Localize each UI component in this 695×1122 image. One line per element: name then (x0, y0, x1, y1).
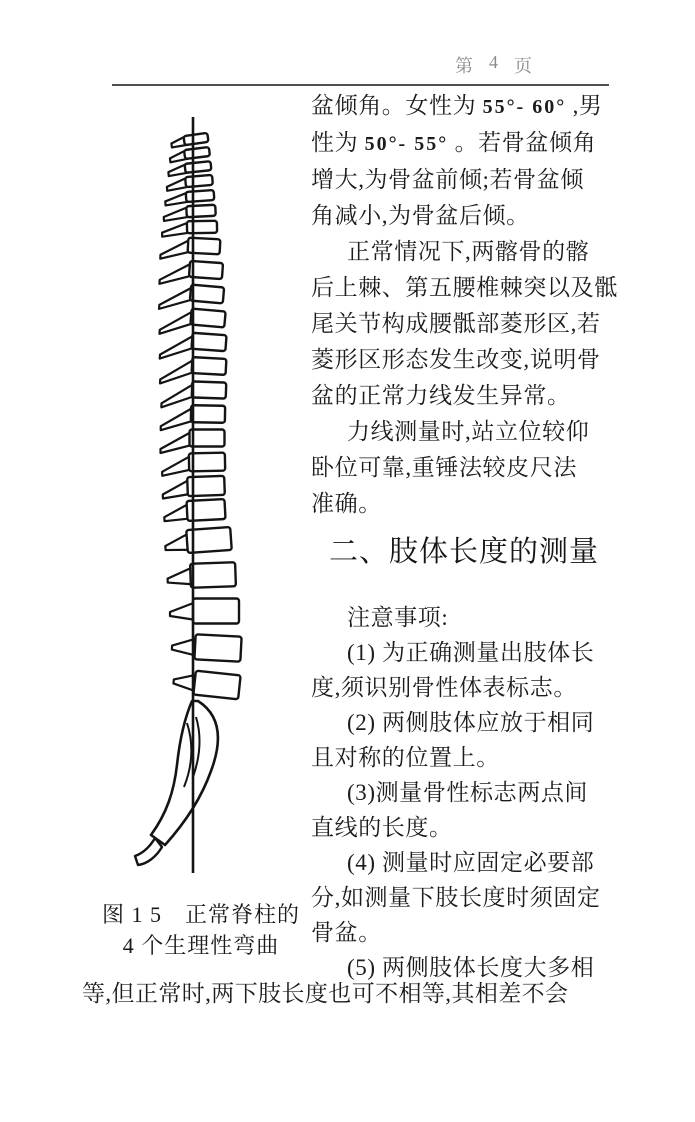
text-line: 菱形区形态发生改变,说明骨 (311, 347, 601, 372)
text-run: 盆倾角。女性为 (311, 93, 483, 118)
text-line: 直线的长度。 (311, 815, 453, 840)
text-line: 度,须识别骨性体表标志。 (311, 675, 577, 700)
text-line: (5) 两侧肢体长度大多相 (347, 955, 595, 980)
text-line: 盆的正常力线发生异常。 (311, 383, 571, 408)
text-line: 增大,为骨盆前倾;若骨盆倾 (311, 167, 584, 192)
text-line: 骨盆。 (311, 920, 382, 945)
text-line: (1) 为正确测量出肢体长 (347, 640, 595, 665)
text-line: 尾关节构成腰骶部菱形区,若 (311, 311, 601, 336)
bottom-text-line: 等,但正常时,两下肢长度也可不相等,其相差不会 (82, 981, 569, 1006)
text-line: 且对称的位置上。 (311, 745, 500, 770)
notes-list (311, 600, 614, 985)
section-heading: 二、肢体长度的测量 (329, 536, 600, 568)
notes-title: 注意事项: (347, 605, 449, 630)
text-column (311, 88, 618, 985)
page-number: 4 (489, 52, 499, 72)
text-line: 正常情况下,两髂骨的髂 (347, 239, 590, 264)
text-line: (2) 两侧肢体应放于相同 (347, 710, 595, 735)
text-line: (3)测量骨性标志两点间 (347, 780, 589, 805)
figure-caption (88, 899, 314, 961)
text-line (311, 88, 614, 125)
text-line: 分,如测量下肢长度时须固定 (311, 885, 601, 910)
text-line: (4) 测量时应固定必要部 (347, 850, 595, 875)
text-line: 角减小,为骨盆后倾。 (311, 203, 530, 228)
text-line: 力线测量时,站立位较仰 (347, 419, 590, 444)
figure-caption-line2: 4 个生理性弯曲 (122, 933, 280, 958)
header-rule (112, 84, 609, 86)
page-header (455, 52, 533, 78)
page-header-suffix: 页 (514, 56, 533, 76)
text-line: 准确。 (311, 491, 382, 516)
text-run: 性为 (311, 130, 365, 155)
figure-caption-line1: 图 1 5 正常脊柱的 (101, 902, 300, 927)
degree-range-female: 55°- 60° (482, 96, 567, 118)
text-run: ,男 (566, 93, 603, 118)
text-line: 卧位可靠,重锤法较皮尺法 (311, 455, 577, 480)
spine-lateral-diagram (95, 105, 310, 890)
text-run: 。若骨盆倾角 (448, 130, 597, 155)
text-line: 后上棘、第五腰椎棘突以及骶 (311, 275, 618, 300)
page-header-prefix: 第 (455, 56, 474, 76)
text-line (311, 125, 614, 162)
degree-range-male: 50°- 55° (364, 133, 449, 155)
